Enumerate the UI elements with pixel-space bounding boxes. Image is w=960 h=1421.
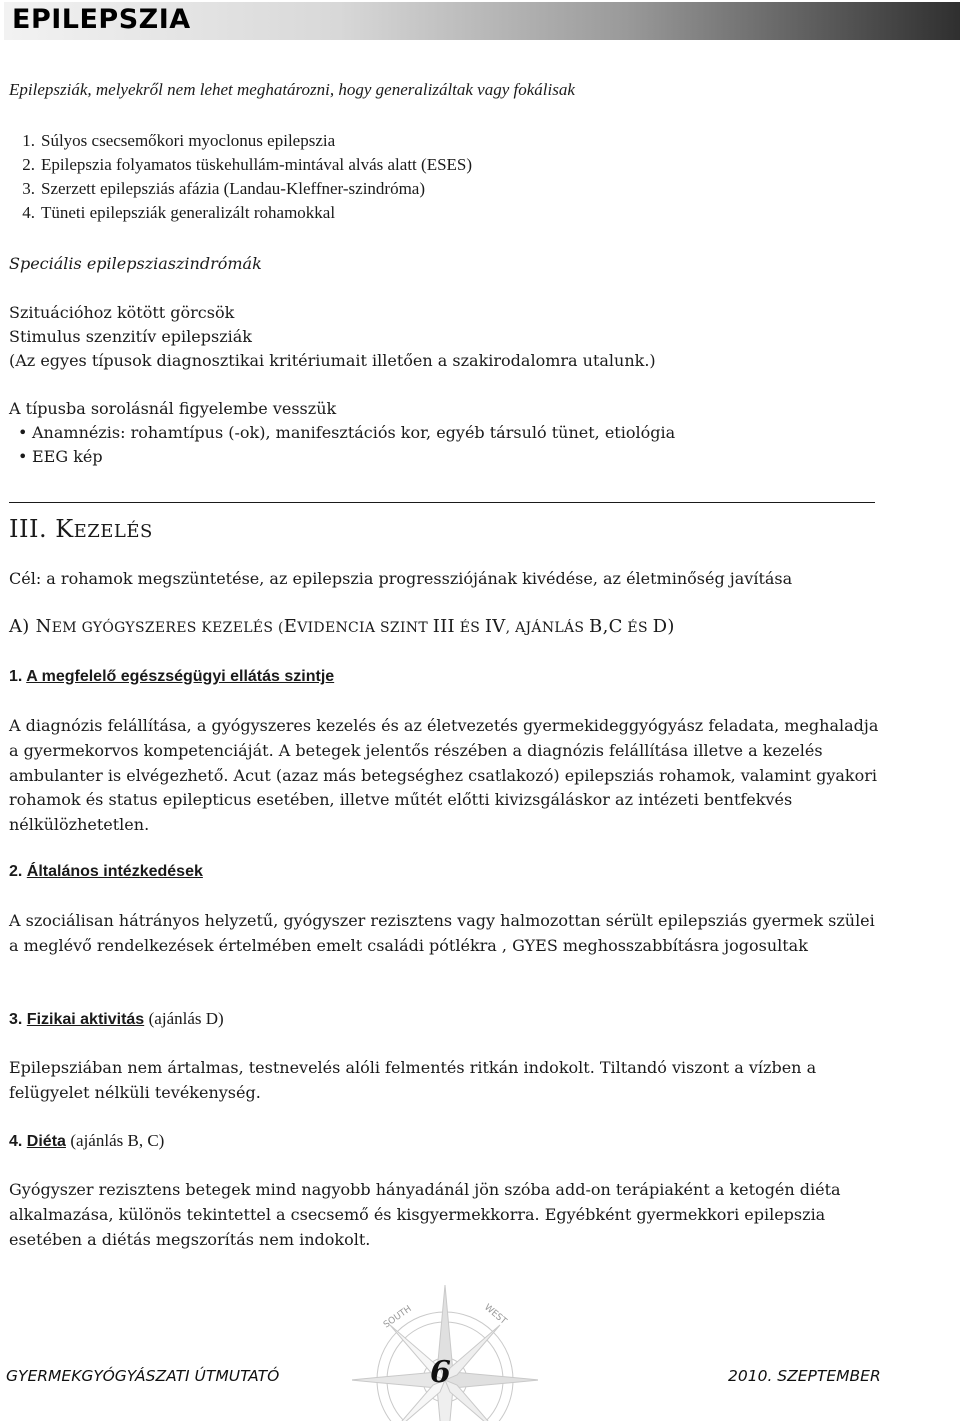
subsection-part: VIDENCIA SZINT: [297, 620, 433, 636]
item-title: Fizikai aktivitás: [26, 1011, 145, 1028]
list-number: 2.: [22, 155, 35, 174]
list-item: [9, 153, 472, 177]
item-title: Diéta: [26, 1133, 66, 1150]
subsection-part: III: [432, 616, 455, 637]
subsection-part: ÉS: [454, 620, 485, 636]
list-number: 3.: [22, 179, 35, 198]
subsection-part: D): [652, 616, 675, 637]
bullet-item: [18, 421, 675, 445]
subsection-part: B,C: [589, 616, 623, 637]
special-line: Stimulus szenzitív epilepsziák: [9, 327, 252, 346]
special-line: (Az egyes típusok diagnosztikai kritériumait illetően a szakirodalomra utalunk.): [9, 351, 656, 370]
item-note: (ajánlás B, C): [70, 1131, 165, 1150]
bullet-icon: •: [18, 447, 28, 466]
item-heading: [9, 860, 203, 884]
section-numeral: III.: [9, 515, 56, 543]
section-heading: [9, 515, 153, 543]
compass-label: SOUTH: [381, 1304, 414, 1331]
typing-intro: A típusba sorolásnál figyelembe vesszük: [9, 399, 337, 418]
subsection-part: IV: [484, 616, 506, 637]
compass-label: WEST: [482, 1302, 509, 1327]
item-body: A szociálisan hátrányos helyzetű, gyógyszer rezisztens vagy halmozottan sérült epilepsziás gyermek szülei a meglévő rendelkezések értelmében emelt családi pótlékra , GYES meghosszabbításra jogosultak: [9, 911, 875, 955]
list-item: [9, 177, 425, 201]
item-heading: [9, 1129, 164, 1154]
subsection-prefix: A) N: [9, 616, 52, 637]
intro-heading: Epilepsziák, melyekről nem lehet meghatározni, hogy generalizáltak vagy fokálisak: [9, 80, 575, 99]
item-number: 3.: [9, 1011, 23, 1028]
item-number: 4.: [9, 1133, 23, 1150]
list-text: Epilepszia folyamatos tüskehullám-mintával alvás alatt (ESES): [41, 155, 473, 174]
list-number: 4.: [22, 203, 35, 222]
section-divider: [9, 502, 875, 503]
compass-rose-watermark: [352, 1268, 538, 1421]
item-body: Epilepsziában nem ártalmas, testnevelés alóli felmentés ritkán indokolt. Tiltandó viszont a vízben a felügyelet nélküli tevékenység.: [9, 1058, 817, 1102]
subsection-part: ,: [505, 620, 516, 636]
item-title: A megfelelő egészségügyi ellátás szintje: [26, 668, 335, 685]
bullet-icon: •: [18, 423, 28, 442]
item-number: 1.: [9, 668, 23, 685]
item-heading: [9, 665, 334, 689]
subsection-part: ÉS: [622, 620, 653, 636]
page-number: 6: [430, 1355, 451, 1390]
item-number: 2.: [9, 863, 23, 880]
list-text: Tüneti epilepsziák generalizált rohamokkal: [41, 203, 336, 222]
subsection-part: E: [283, 616, 298, 637]
list-item: [9, 129, 335, 153]
section-title-initial: K: [55, 515, 74, 543]
list-text: Súlyos csecsemőkori myoclonus epilepszia: [41, 131, 336, 150]
page-title: EPILEPSZIA: [12, 4, 191, 35]
item-heading: [9, 1007, 224, 1032]
item-body: A diagnózis felállítása, a gyógyszeres kezelés és az életvezetés gyermekideggyógyász feladata, meghaladja a gyermekorvos kompetenciáját. A betegek jelentős részében a diagnózis felállítása illetve a kezelés ambulanter is elvégezhető. Acut (azaz más betegséghez csatlakozó) epilepsziás rohamok, valamint gyakori rohamok és status epilepticus esetében, illetve műtét előtti kivizsgáláskor az intézeti bentfekvés nélkülözhetetlen.: [9, 716, 879, 835]
subsection-heading: [9, 616, 675, 637]
special-heading: Speciális epilepsziaszindrómák: [9, 254, 262, 273]
subsection-part: EM GYÓGYSZERES KEZELÉS (: [51, 620, 284, 636]
list-item: [9, 201, 335, 225]
item-body: Gyógyszer rezisztens betegek mind nagyobb hányadánál jön szóba add-on terápiaként a ketogén diéta alkalmazása, különös tekintettel a csecsemő és kisgyermekkorra. Egyébként gyermekkori epilepszia esetében a diétás megszorítás nem indokolt.: [9, 1180, 841, 1249]
bullet-text: Anamnézis: rohamtípus (-ok), manifesztációs kor, egyéb társuló tünet, etiológia: [32, 423, 676, 442]
footer-title: GYERMEKGYÓGYÁSZATI ÚTMUTATÓ: [6, 1367, 280, 1385]
item-title: Általános intézkedések: [26, 863, 203, 880]
bullet-text: EEG kép: [32, 447, 103, 466]
header-bar: [4, 2, 960, 40]
footer-date: 2010. SZEPTEMBER: [728, 1367, 881, 1385]
list-number: 1.: [22, 131, 35, 150]
section-title-rest: EZELÉS: [73, 521, 153, 542]
item-note: (ajánlás D): [148, 1009, 224, 1028]
list-text: Szerzett epilepsziás afázia (Landau-Kleffner-szindróma): [41, 179, 426, 198]
subsection-part: AJÁNLÁS: [515, 620, 590, 636]
goal-text: Cél: a rohamok megszüntetése, az epilepszia progressziójának kivédése, az életminőség javítása: [9, 569, 793, 588]
bullet-item: [18, 445, 103, 469]
special-line: Szituációhoz kötött görcsök: [9, 303, 235, 322]
